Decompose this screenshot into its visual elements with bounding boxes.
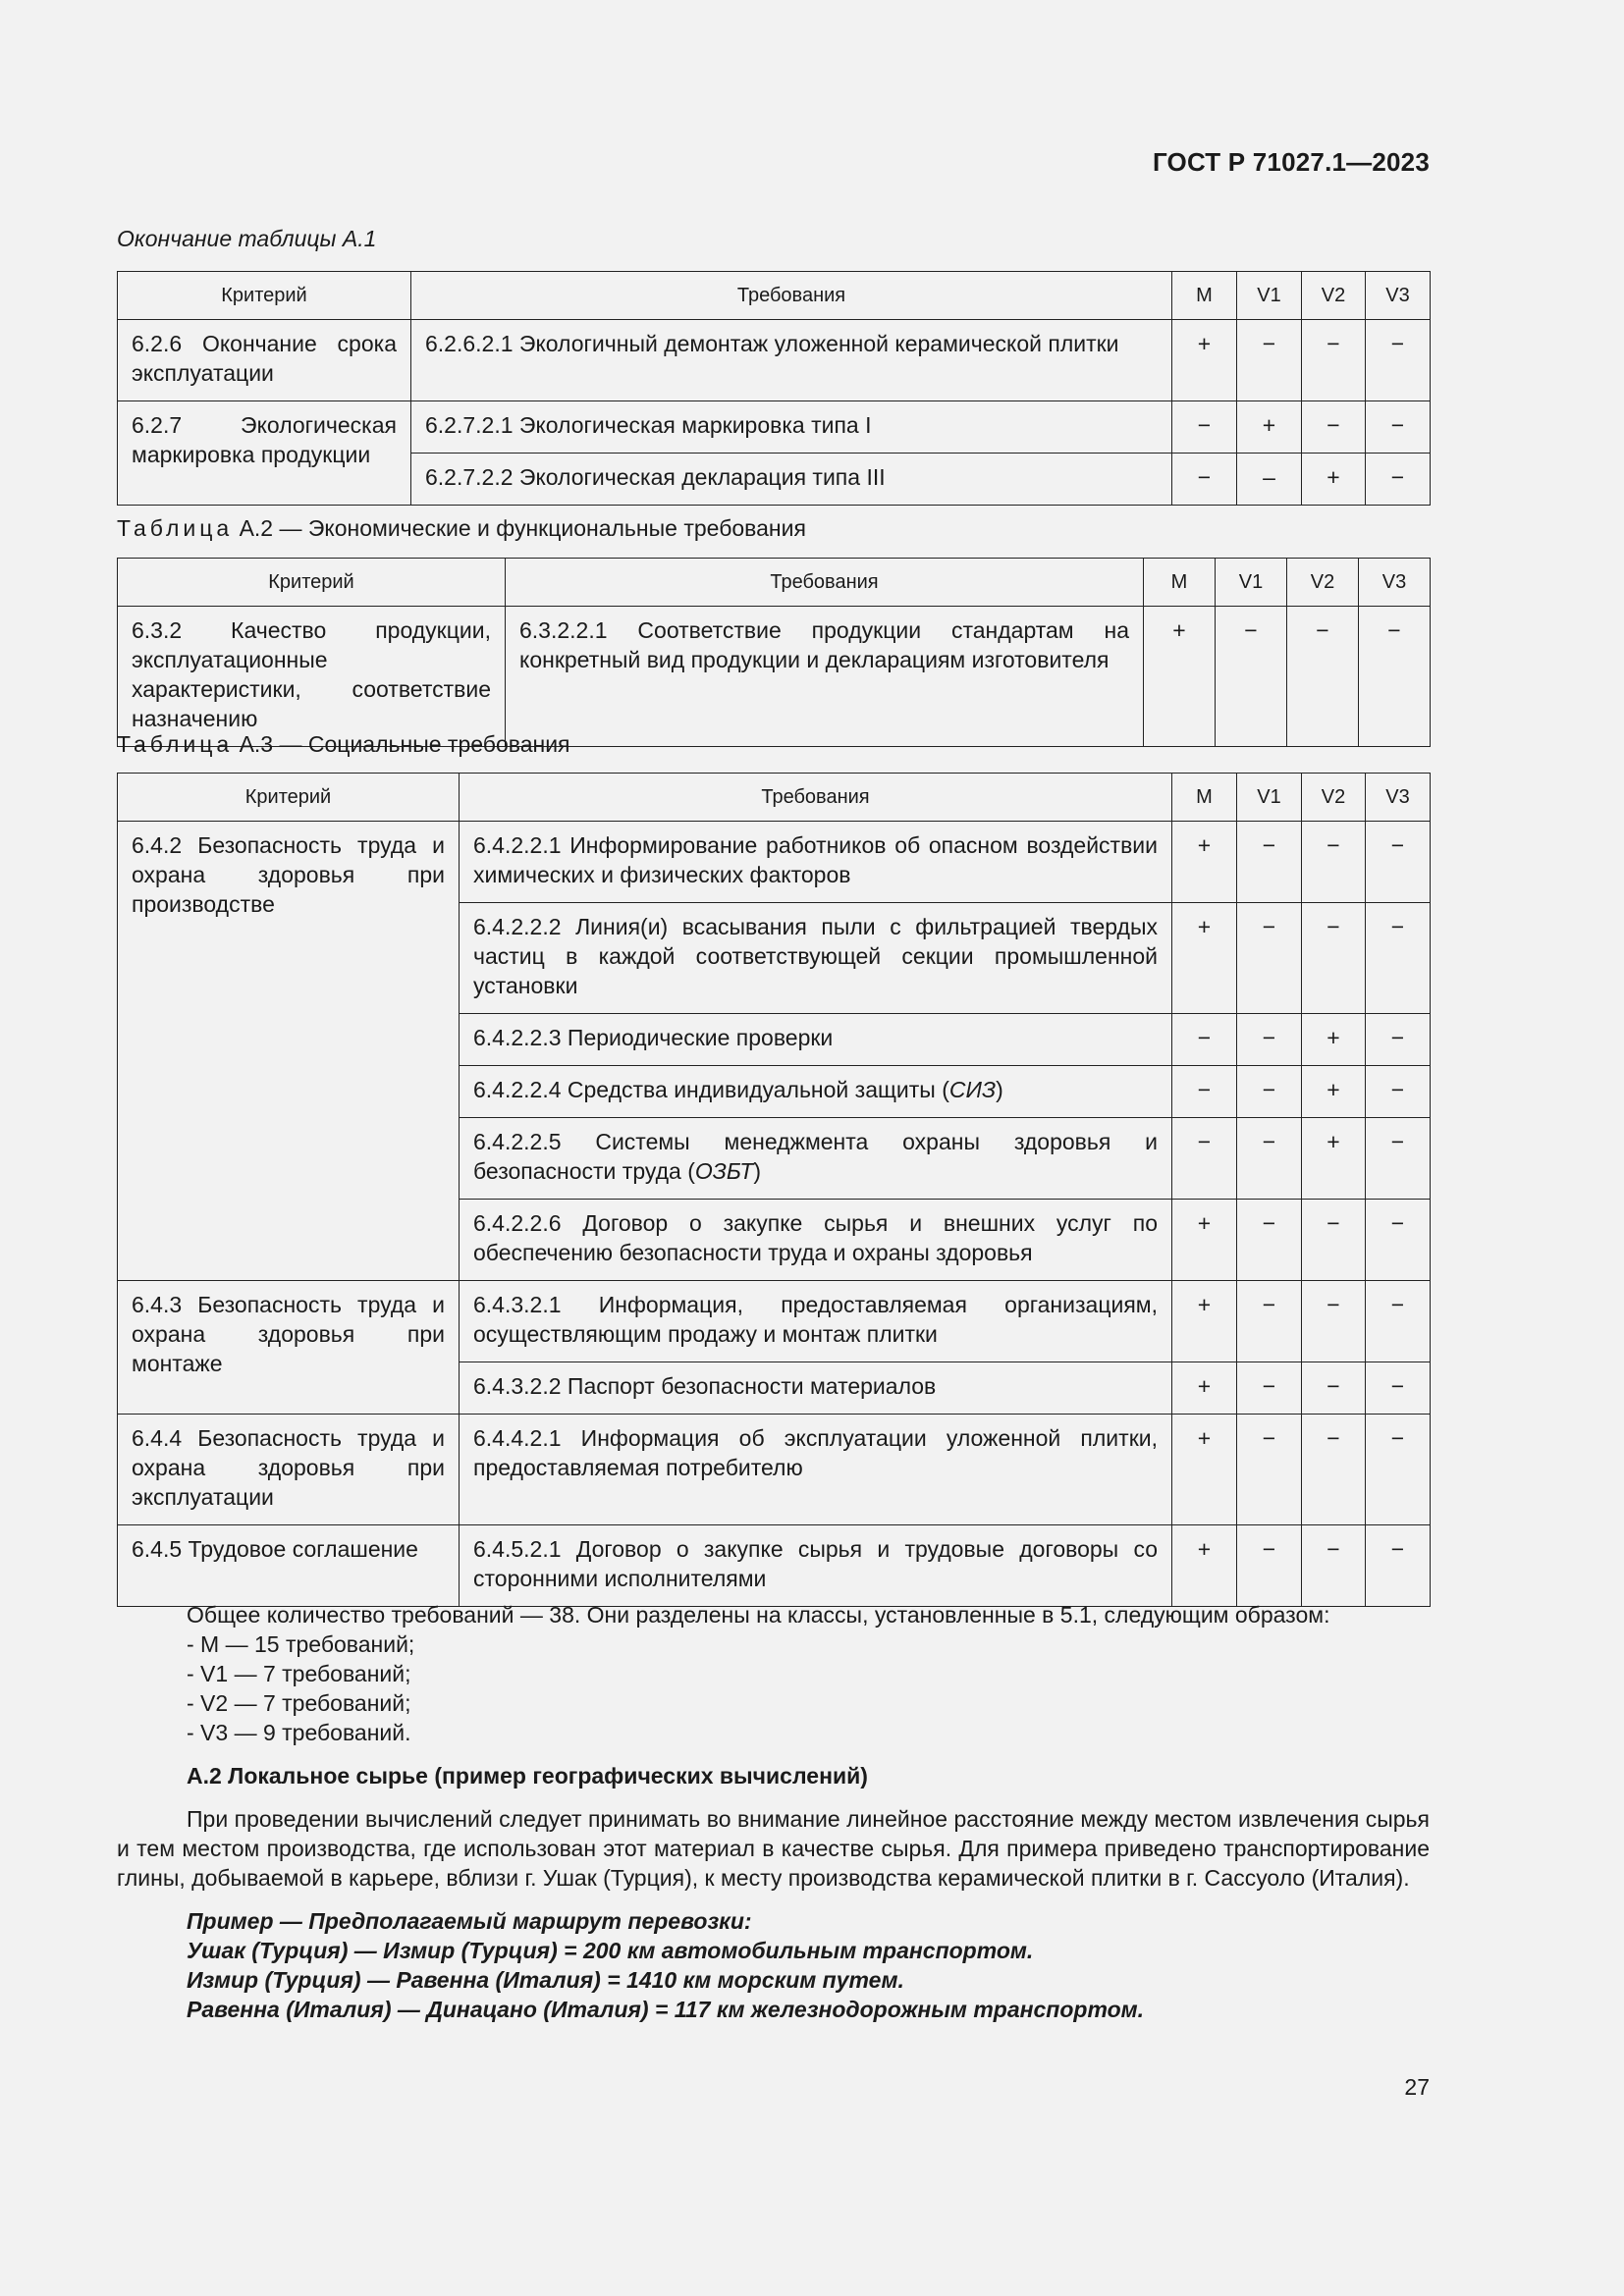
table-a2-caption-text: А.2 — Экономические и функциональные требования <box>239 515 806 541</box>
mark-v1: − <box>1237 1200 1302 1281</box>
requirement-cell: 6.4.2.2.1 Информирование работников об опасном воздействии химических и физических факторов <box>460 822 1172 903</box>
mark-v1: + <box>1237 401 1302 454</box>
table-row <box>118 1525 1431 1607</box>
mark-v1: − <box>1237 1281 1302 1362</box>
mark-m: + <box>1172 903 1237 1014</box>
mark-m: + <box>1172 320 1237 401</box>
criterion-cell: 6.2.7 Экологическая маркировка продукции <box>118 401 411 506</box>
abbreviation-siz: СИЗ <box>948 1077 997 1102</box>
mark-m: − <box>1172 1066 1237 1118</box>
mark-m: + <box>1172 1525 1237 1607</box>
table-header-row <box>118 272 1431 320</box>
requirement-cell: 6.4.5.2.1 Договор о закупке сырья и трудовые договоры со сторонними исполнителями <box>460 1525 1172 1607</box>
mark-v3: − <box>1366 320 1431 401</box>
criterion-cell: 6.4.4 Безопасность труда и охрана здоровья при эксплуатации <box>118 1415 460 1525</box>
mark-v3: − <box>1366 1014 1431 1066</box>
header-v3: V3 <box>1366 774 1431 822</box>
table-a3-caption-text: А.3 — Социальные требования <box>239 731 570 757</box>
table-header-row <box>118 774 1431 822</box>
header-m: M <box>1172 774 1237 822</box>
mark-m: + <box>1172 1200 1237 1281</box>
mark-v3: − <box>1366 1281 1431 1362</box>
header-v2: V2 <box>1302 774 1366 822</box>
requirement-cell: 6.3.2.2.1 Соответствие продукции стандартам на конкретный вид продукции и декларациям изготовителя <box>506 607 1144 747</box>
mark-v2: − <box>1287 607 1359 747</box>
mark-m: − <box>1172 401 1237 454</box>
mark-v3: − <box>1366 903 1431 1014</box>
criterion-cell: 6.4.5 Трудовое соглашение <box>118 1525 460 1607</box>
table-row <box>118 320 1431 401</box>
requirement-cell: 6.4.2.2.2 Линия(и) всасывания пыли с фильтрацией твердых частиц в каждой соответствующей секции промышленной установки <box>460 903 1172 1014</box>
mark-v1: − <box>1216 607 1287 747</box>
header-v1: V1 <box>1216 559 1287 607</box>
mark-v2: + <box>1302 454 1366 506</box>
table-row <box>118 401 1431 454</box>
mark-v3: − <box>1366 822 1431 903</box>
summary-item: - V1 — 7 требований; <box>187 1661 411 1686</box>
header-v3: V3 <box>1366 272 1431 320</box>
table-a3 <box>117 773 1431 1607</box>
mark-m: − <box>1172 454 1237 506</box>
mark-v1: − <box>1237 1415 1302 1525</box>
example-line: Пример — Предполагаемый маршрут перевозки: <box>187 1908 752 1934</box>
table-row <box>118 822 1431 903</box>
criterion-cell: 6.4.2 Безопасность труда и охрана здоровья при производстве <box>118 822 460 1281</box>
mark-v2: + <box>1302 1066 1366 1118</box>
example-line: Измир (Турция) — Равенна (Италия) = 1410 км морским путем. <box>187 1967 904 1993</box>
requirement-cell <box>460 1118 1172 1200</box>
mark-v2: − <box>1302 822 1366 903</box>
table-row <box>118 1415 1431 1525</box>
requirement-text: 6.4.2.2.4 Средства индивидуальной защиты ( <box>473 1077 949 1102</box>
mark-v2: + <box>1302 1014 1366 1066</box>
header-m: M <box>1144 559 1216 607</box>
mark-v1: − <box>1237 320 1302 401</box>
summary-intro: Общее количество требований — 38. Они разделены на классы, установленные в 5.1, следующим образом: <box>187 1602 1330 1628</box>
mark-v3: − <box>1366 1200 1431 1281</box>
mark-v3: − <box>1366 1525 1431 1607</box>
example-line: Ушак (Турция) — Измир (Турция) = 200 км автомобильным транспортом. <box>187 1938 1034 1963</box>
criterion-cell: 6.3.2 Качество продукции, эксплуатационные характеристики, соответствие назначению <box>118 607 506 747</box>
mark-m: + <box>1172 1415 1237 1525</box>
standard-code: ГОСТ Р 71027.1—2023 <box>1152 147 1430 177</box>
header-v1: V1 <box>1237 774 1302 822</box>
table-header-row <box>118 559 1431 607</box>
mark-v2: − <box>1302 903 1366 1014</box>
requirement-cell: 6.4.2.2.3 Периодические проверки <box>460 1014 1172 1066</box>
mark-v1: − <box>1237 1014 1302 1066</box>
summary-item: - M — 15 требований; <box>187 1631 415 1657</box>
header-requirements: Требования <box>411 272 1172 320</box>
table-row <box>118 1281 1431 1362</box>
mark-m: − <box>1172 1014 1237 1066</box>
mark-v3: − <box>1366 1415 1431 1525</box>
mark-m: + <box>1172 822 1237 903</box>
mark-v1: − <box>1237 1525 1302 1607</box>
requirement-cell <box>460 1066 1172 1118</box>
summary-item: - V2 — 7 требований; <box>187 1690 411 1716</box>
mark-v3: − <box>1366 401 1431 454</box>
table-a1 <box>117 271 1431 506</box>
mark-v2: − <box>1302 320 1366 401</box>
mark-v2: − <box>1302 1362 1366 1415</box>
header-criterion: Критерий <box>118 559 506 607</box>
mark-v2: − <box>1302 1415 1366 1525</box>
mark-v3: − <box>1366 454 1431 506</box>
mark-v1: − <box>1237 903 1302 1014</box>
header-v1: V1 <box>1237 272 1302 320</box>
requirement-cell: 6.4.4.2.1 Информация об эксплуатации уложенной плитки, предоставляемая потребителю <box>460 1415 1172 1525</box>
table-a2 <box>117 558 1431 747</box>
criterion-cell: 6.4.3 Безопасность труда и охрана здоровья при монтаже <box>118 1281 460 1415</box>
header-requirements: Требования <box>460 774 1172 822</box>
mark-m: + <box>1172 1281 1237 1362</box>
header-m: M <box>1172 272 1237 320</box>
header-requirements: Требования <box>506 559 1144 607</box>
table-row <box>118 607 1431 747</box>
mark-v3: − <box>1366 1118 1431 1200</box>
requirement-cell: 6.4.3.2.2 Паспорт безопасности материалов <box>460 1362 1172 1415</box>
page-number: 27 <box>1404 2074 1430 2100</box>
table-a2-caption-label: Таблица <box>117 515 234 541</box>
criterion-cell: 6.2.6 Окончание срока эксплуатации <box>118 320 411 401</box>
header-criterion: Критерий <box>118 272 411 320</box>
mark-v1: − <box>1237 1066 1302 1118</box>
header-v3: V3 <box>1359 559 1431 607</box>
mark-v2: − <box>1302 1200 1366 1281</box>
mark-v1: − <box>1237 822 1302 903</box>
mark-v2: − <box>1302 1281 1366 1362</box>
mark-v3: − <box>1366 1362 1431 1415</box>
section-heading: А.2 Локальное сырье (пример географических вычислений) <box>187 1763 868 1789</box>
header-v2: V2 <box>1287 559 1359 607</box>
requirement-cell: 6.2.6.2.1 Экологичный демонтаж уложенной керамической плитки <box>411 320 1172 401</box>
requirement-cell: 6.4.3.2.1 Информация, предоставляемая организациям, осуществляющим продажу и монтаж плитки <box>460 1281 1172 1362</box>
requirement-cell: 6.4.2.2.6 Договор о закупке сырья и внешних услуг по обеспечению безопасности труда и охраны здоровья <box>460 1200 1172 1281</box>
mark-v2: − <box>1302 1525 1366 1607</box>
mark-m: + <box>1172 1362 1237 1415</box>
requirement-cell: 6.2.7.2.1 Экологическая маркировка типа I <box>411 401 1172 454</box>
header-criterion: Критерий <box>118 774 460 822</box>
mark-m: + <box>1144 607 1216 747</box>
summary-item: - V3 — 9 требований. <box>187 1720 411 1745</box>
example-line: Равенна (Италия) — Динацано (Италия) = 117 км железнодорожным транспортом. <box>187 1997 1145 2022</box>
requirement-text-end: ) <box>996 1077 1003 1102</box>
abbreviation-ozbt: ОЗБТ <box>694 1158 754 1184</box>
mark-v2: + <box>1302 1118 1366 1200</box>
table-a3-caption <box>117 731 570 758</box>
mark-v1: − <box>1237 1362 1302 1415</box>
mark-v1: − <box>1237 1118 1302 1200</box>
table-a2-caption <box>117 515 806 542</box>
mark-v1: – <box>1237 454 1302 506</box>
mark-v3: − <box>1366 1066 1431 1118</box>
section-paragraph: При проведении вычислений следует принимать во внимание линейное расстояние между местом извлечения сырья и тем местом производства, где использован этот материал в качестве сырья. Для примера приведено транспортирование глины, добываемой в карьере, вблизи г. Ушак (Турция), к месту производства керамической плитки в г. Сассуоло (Италия). <box>117 1806 1430 1891</box>
requirement-text: 6.4.2.2.5 Системы менеджмента охраны здоровья и безопасности труда ( <box>473 1129 1158 1184</box>
header-v2: V2 <box>1302 272 1366 320</box>
requirement-cell: 6.2.7.2.2 Экологическая декларация типа III <box>411 454 1172 506</box>
table-a3-caption-label: Таблица <box>117 731 234 757</box>
table-a1-caption: Окончание таблицы А.1 <box>117 226 377 251</box>
mark-v2: − <box>1302 401 1366 454</box>
requirement-text-end: ) <box>753 1158 762 1184</box>
mark-m: − <box>1172 1118 1237 1200</box>
summary-block <box>117 1600 1430 2024</box>
mark-v3: − <box>1359 607 1431 747</box>
